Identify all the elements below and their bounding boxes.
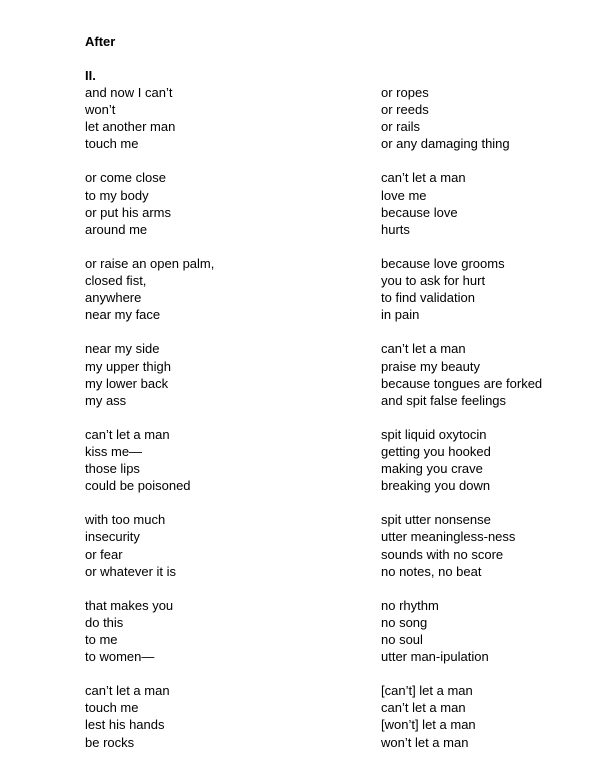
poem-line: to find validation bbox=[381, 290, 475, 306]
poem-line: or put his arms bbox=[85, 204, 171, 220]
poem-line: can’t let a man bbox=[381, 341, 466, 357]
stanza bbox=[381, 340, 601, 408]
poem-line: can’t let a man bbox=[85, 426, 170, 442]
stanza bbox=[85, 426, 365, 494]
poem-line: no soul bbox=[381, 632, 423, 647]
stanza bbox=[85, 597, 365, 665]
poem-line: or reeds bbox=[381, 102, 429, 118]
stanza bbox=[85, 84, 365, 152]
stanza bbox=[381, 426, 601, 494]
stanza bbox=[381, 169, 601, 237]
poem-line: around me bbox=[85, 221, 148, 237]
poem-line: [can’t] let a man bbox=[381, 683, 473, 699]
poem-line: my ass bbox=[85, 392, 127, 408]
poem-line: can’t let a man bbox=[381, 700, 466, 716]
poem-line: or any damaging thing bbox=[381, 136, 510, 152]
poem-line: touch me bbox=[85, 700, 139, 716]
poem-line: hurts bbox=[381, 221, 410, 237]
poem-line: making you crave bbox=[381, 461, 483, 477]
poem-line: insecurity bbox=[85, 529, 140, 545]
section-number: II. bbox=[85, 68, 96, 83]
poem-line: that makes you bbox=[85, 597, 174, 613]
poem-line: utter meaningless-ness bbox=[381, 529, 516, 545]
poem-line: sounds with no score bbox=[381, 546, 504, 562]
stanza bbox=[85, 255, 365, 323]
poem-line: or rails bbox=[381, 119, 421, 135]
stanza bbox=[381, 511, 601, 579]
poem-line: to me bbox=[85, 632, 118, 647]
poem-line: let another man bbox=[85, 119, 176, 135]
poem-line: can’t let a man bbox=[85, 683, 170, 699]
poem-title: After bbox=[85, 34, 116, 49]
poem-line: closed fist, bbox=[85, 273, 147, 289]
poem-line: or ropes bbox=[381, 85, 429, 100]
left-column bbox=[85, 84, 365, 768]
poem-line: praise my beauty bbox=[381, 358, 480, 374]
poem-line: to my body bbox=[85, 187, 149, 203]
right-column bbox=[381, 84, 601, 768]
poem-line: can’t let a man bbox=[381, 170, 466, 186]
poem-line: do this bbox=[85, 614, 124, 630]
poem-line: or raise an open palm, bbox=[85, 255, 215, 271]
poem-line: because tongues are forked bbox=[381, 375, 543, 391]
stanza bbox=[85, 682, 365, 750]
poem-line: utter man-ipulation bbox=[381, 649, 489, 665]
poem-line: or fear bbox=[85, 546, 123, 562]
poem-line: you to ask for hurt bbox=[381, 273, 486, 289]
poem-line: lest his hands bbox=[85, 717, 165, 733]
poem-line: my lower back bbox=[85, 375, 169, 391]
poem-line: won’t bbox=[85, 102, 116, 118]
stanza bbox=[85, 169, 365, 237]
poem-line: or come close bbox=[85, 170, 166, 186]
poem-line: breaking you down bbox=[381, 478, 491, 494]
poem-line: because love bbox=[381, 204, 458, 220]
poem-line: in pain bbox=[381, 307, 420, 323]
poem-line: [won’t] let a man bbox=[381, 717, 476, 733]
poem-line: those lips bbox=[85, 461, 140, 477]
poem-line: and now I can’t bbox=[85, 85, 173, 100]
poem-line: or whatever it is bbox=[85, 563, 177, 579]
poem-line: with too much bbox=[85, 512, 166, 528]
stanza bbox=[85, 511, 365, 579]
poem-line: my upper thigh bbox=[85, 358, 171, 374]
poem-line: spit utter nonsense bbox=[381, 512, 491, 528]
poem-line: touch me bbox=[85, 136, 139, 152]
stanza bbox=[381, 597, 601, 665]
poem-line: near my face bbox=[85, 307, 161, 323]
poem-line: could be poisoned bbox=[85, 478, 191, 494]
poem-line: kiss me— bbox=[85, 443, 143, 459]
poem-line: to women— bbox=[85, 649, 155, 665]
poem-line: near my side bbox=[85, 341, 160, 357]
poem-line: spit liquid oxytocin bbox=[381, 426, 487, 442]
poem-line: no notes, no beat bbox=[381, 563, 482, 579]
poem-line: getting you hooked bbox=[381, 443, 491, 459]
poem-line: love me bbox=[381, 187, 427, 203]
poem-line: won’t let a man bbox=[381, 734, 469, 750]
stanza bbox=[381, 84, 601, 152]
stanza bbox=[381, 682, 601, 750]
poem-line: no song bbox=[381, 614, 428, 630]
poem-line: anywhere bbox=[85, 290, 142, 306]
poem-line: be rocks bbox=[85, 734, 135, 750]
stanza bbox=[381, 255, 601, 323]
poem-line: no rhythm bbox=[381, 597, 439, 613]
poem-line: because love grooms bbox=[381, 255, 505, 271]
poem-line: and spit false feelings bbox=[381, 392, 507, 408]
stanza bbox=[85, 340, 365, 408]
